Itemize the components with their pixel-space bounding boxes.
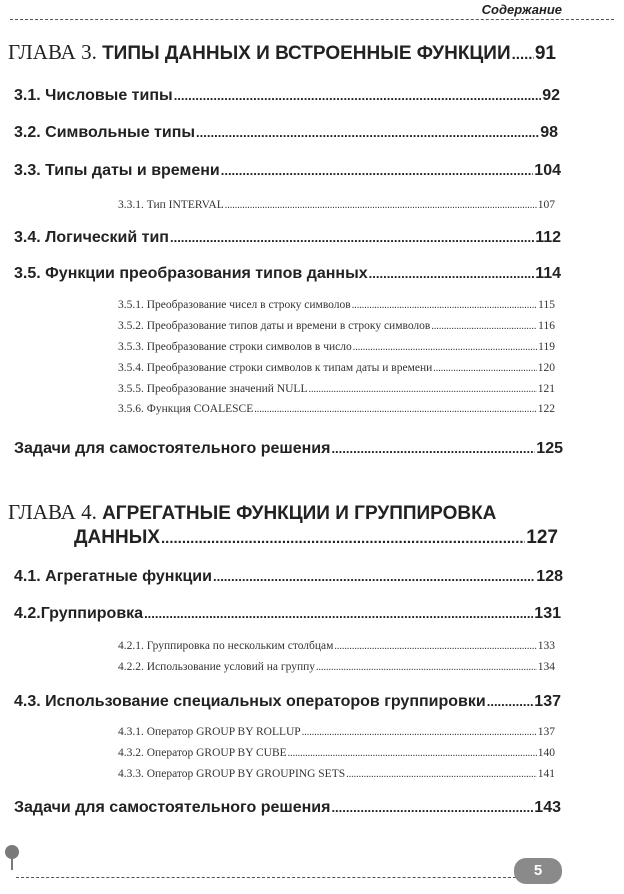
subsection-title: 4.3.1. Оператор GROUP BY ROLLUP — [118, 726, 301, 738]
leader-dots — [221, 163, 534, 178]
toc-section-3-1[interactable] — [14, 87, 560, 105]
leader-dots — [352, 300, 537, 311]
toc-subsection-3-3-1[interactable] — [118, 199, 555, 211]
leader-dots — [331, 800, 533, 815]
toc-subsection-3-5-4[interactable] — [118, 362, 555, 374]
page-ref: 133 — [537, 640, 555, 652]
leader-dots — [213, 569, 535, 584]
leader-dots — [144, 606, 533, 621]
subsection-title: 3.3.1. Тип INTERVAL — [118, 199, 224, 211]
page-ref: 140 — [537, 747, 555, 759]
page-ref: 104 — [534, 162, 561, 179]
toc-subsection-4-2-2[interactable] — [118, 661, 555, 673]
section-title: 3.2. Символьные типы — [14, 124, 196, 141]
header-divider — [10, 19, 614, 20]
chapter-prefix: ГЛАВА 4. — [8, 500, 103, 524]
toc-section-4-2[interactable] — [14, 605, 561, 623]
footer-bullet-stem — [11, 858, 13, 870]
page-ref: 107 — [537, 199, 555, 211]
page-ref: 121 — [537, 383, 555, 395]
toc-subsection-4-3-1[interactable] — [118, 726, 555, 738]
page-ref: 122 — [537, 403, 555, 415]
section-title: 3.5. Функции преобразования типов данных — [14, 265, 368, 282]
leader-dots — [369, 266, 535, 281]
section-title: 3.4. Логический тип — [14, 229, 169, 246]
toc-subsection-4-3-2[interactable] — [118, 747, 555, 759]
chapter-prefix: ГЛАВА 3. — [8, 40, 103, 64]
subsection-title: 4.2.1. Группировка по нескольким столбцам — [118, 640, 334, 652]
toc-tasks-chapter-4[interactable] — [14, 799, 561, 817]
leader-dots — [196, 125, 539, 140]
leader-dots — [309, 384, 537, 395]
leader-dots — [431, 321, 537, 332]
subsection-title: 3.5.1. Преобразование чисел в строку символов — [118, 299, 351, 311]
toc-tasks-chapter-3[interactable] — [14, 440, 563, 458]
toc-chapter-3[interactable] — [8, 40, 556, 65]
section-title: 4.2.Группировка — [14, 605, 144, 622]
chapter-title-line2: ДАННЫХ — [74, 527, 160, 548]
leader-dots — [161, 530, 525, 547]
section-title: 4.3. Использование специальных операторов группировки — [14, 693, 486, 710]
section-title: Задачи для самостоятельного решения — [14, 799, 331, 816]
subsection-title: 3.5.4. Преобразование строки символов к типам даты и времени — [118, 362, 433, 374]
page-ref: 137 — [534, 693, 561, 710]
leader-dots — [316, 662, 537, 673]
leader-dots — [512, 46, 534, 63]
section-title: 3.1. Числовые типы — [14, 87, 173, 104]
page-ref: 143 — [534, 799, 561, 816]
toc-chapter-4-line1[interactable] — [8, 500, 496, 525]
leader-dots — [487, 694, 534, 709]
leader-dots — [254, 404, 537, 415]
page-ref: 114 — [535, 265, 561, 282]
leader-dots — [288, 748, 537, 759]
page-ref: 125 — [536, 440, 563, 457]
leader-dots — [353, 342, 537, 353]
subsection-title: 3.5.6. Функция COALESCE — [118, 403, 254, 415]
toc-section-3-3[interactable] — [14, 162, 561, 180]
toc-chapter-4-line2[interactable] — [74, 527, 558, 549]
toc-subsection-3-5-5[interactable] — [118, 383, 555, 395]
page-ref: 116 — [538, 320, 555, 332]
toc-subsection-3-5-1[interactable] — [118, 299, 555, 311]
section-title: 3.3. Типы даты и времени — [14, 162, 220, 179]
toc-subsection-4-2-1[interactable] — [118, 640, 555, 652]
leader-dots — [225, 200, 537, 211]
footer-bullet-icon — [5, 845, 19, 859]
leader-dots — [331, 441, 535, 456]
page-ref: 91 — [534, 43, 556, 64]
chapter-title-line1: АГРЕГАТНЫЕ ФУНКЦИИ И ГРУППИРОВКА — [102, 503, 497, 524]
page-ref: 119 — [538, 341, 555, 353]
page-ref: 120 — [537, 362, 555, 374]
page-ref: 128 — [536, 568, 563, 585]
leader-dots — [302, 727, 537, 738]
toc-subsection-3-5-2[interactable] — [118, 320, 555, 332]
leader-dots — [433, 363, 536, 374]
subsection-title: 4.3.2. Оператор GROUP BY CUBE — [118, 747, 287, 759]
page-number-badge: 5 — [514, 858, 562, 884]
leader-dots — [334, 641, 536, 652]
subsection-title: 3.5.3. Преобразование строки символов в число — [118, 341, 352, 353]
subsection-title: 4.2.2. Использование условий на группу — [118, 661, 316, 673]
toc-section-3-4[interactable] — [14, 229, 561, 247]
subsection-title: 3.5.5. Преобразование значений NULL — [118, 383, 308, 395]
page-header-title: Содержание — [481, 2, 562, 17]
leader-dots — [170, 230, 534, 245]
toc-section-4-1[interactable] — [14, 568, 563, 586]
page-ref: 134 — [537, 661, 555, 673]
section-title: Задачи для самостоятельного решения — [14, 440, 331, 457]
page-ref: 137 — [537, 726, 555, 738]
toc-subsection-3-5-6[interactable] — [118, 403, 555, 415]
page-ref: 131 — [534, 605, 561, 622]
page-ref: 115 — [538, 299, 555, 311]
toc-section-4-3[interactable] — [14, 693, 561, 711]
section-title: 4.1. Агрегатные функции — [14, 568, 212, 585]
page-ref: 141 — [537, 768, 555, 780]
toc-section-3-5[interactable] — [14, 265, 561, 283]
chapter-title: ТИПЫ ДАННЫХ И ВСТРОЕННЫЕ ФУНКЦИИ — [102, 43, 511, 64]
toc-subsection-3-5-3[interactable] — [118, 341, 555, 353]
leader-dots — [174, 88, 542, 103]
toc-subsection-4-3-3[interactable] — [118, 768, 555, 780]
page-ref: 92 — [542, 87, 560, 104]
page-ref: 112 — [535, 229, 561, 246]
page-ref: 127 — [526, 527, 558, 548]
leader-dots — [346, 769, 537, 780]
page-ref: 98 — [540, 124, 558, 141]
footer-divider — [16, 877, 516, 878]
subsection-title: 3.5.2. Преобразование типов даты и времени в строку символов — [118, 320, 431, 332]
toc-section-3-2[interactable] — [14, 124, 558, 142]
subsection-title: 4.3.3. Оператор GROUP BY GROUPING SETS — [118, 768, 346, 780]
